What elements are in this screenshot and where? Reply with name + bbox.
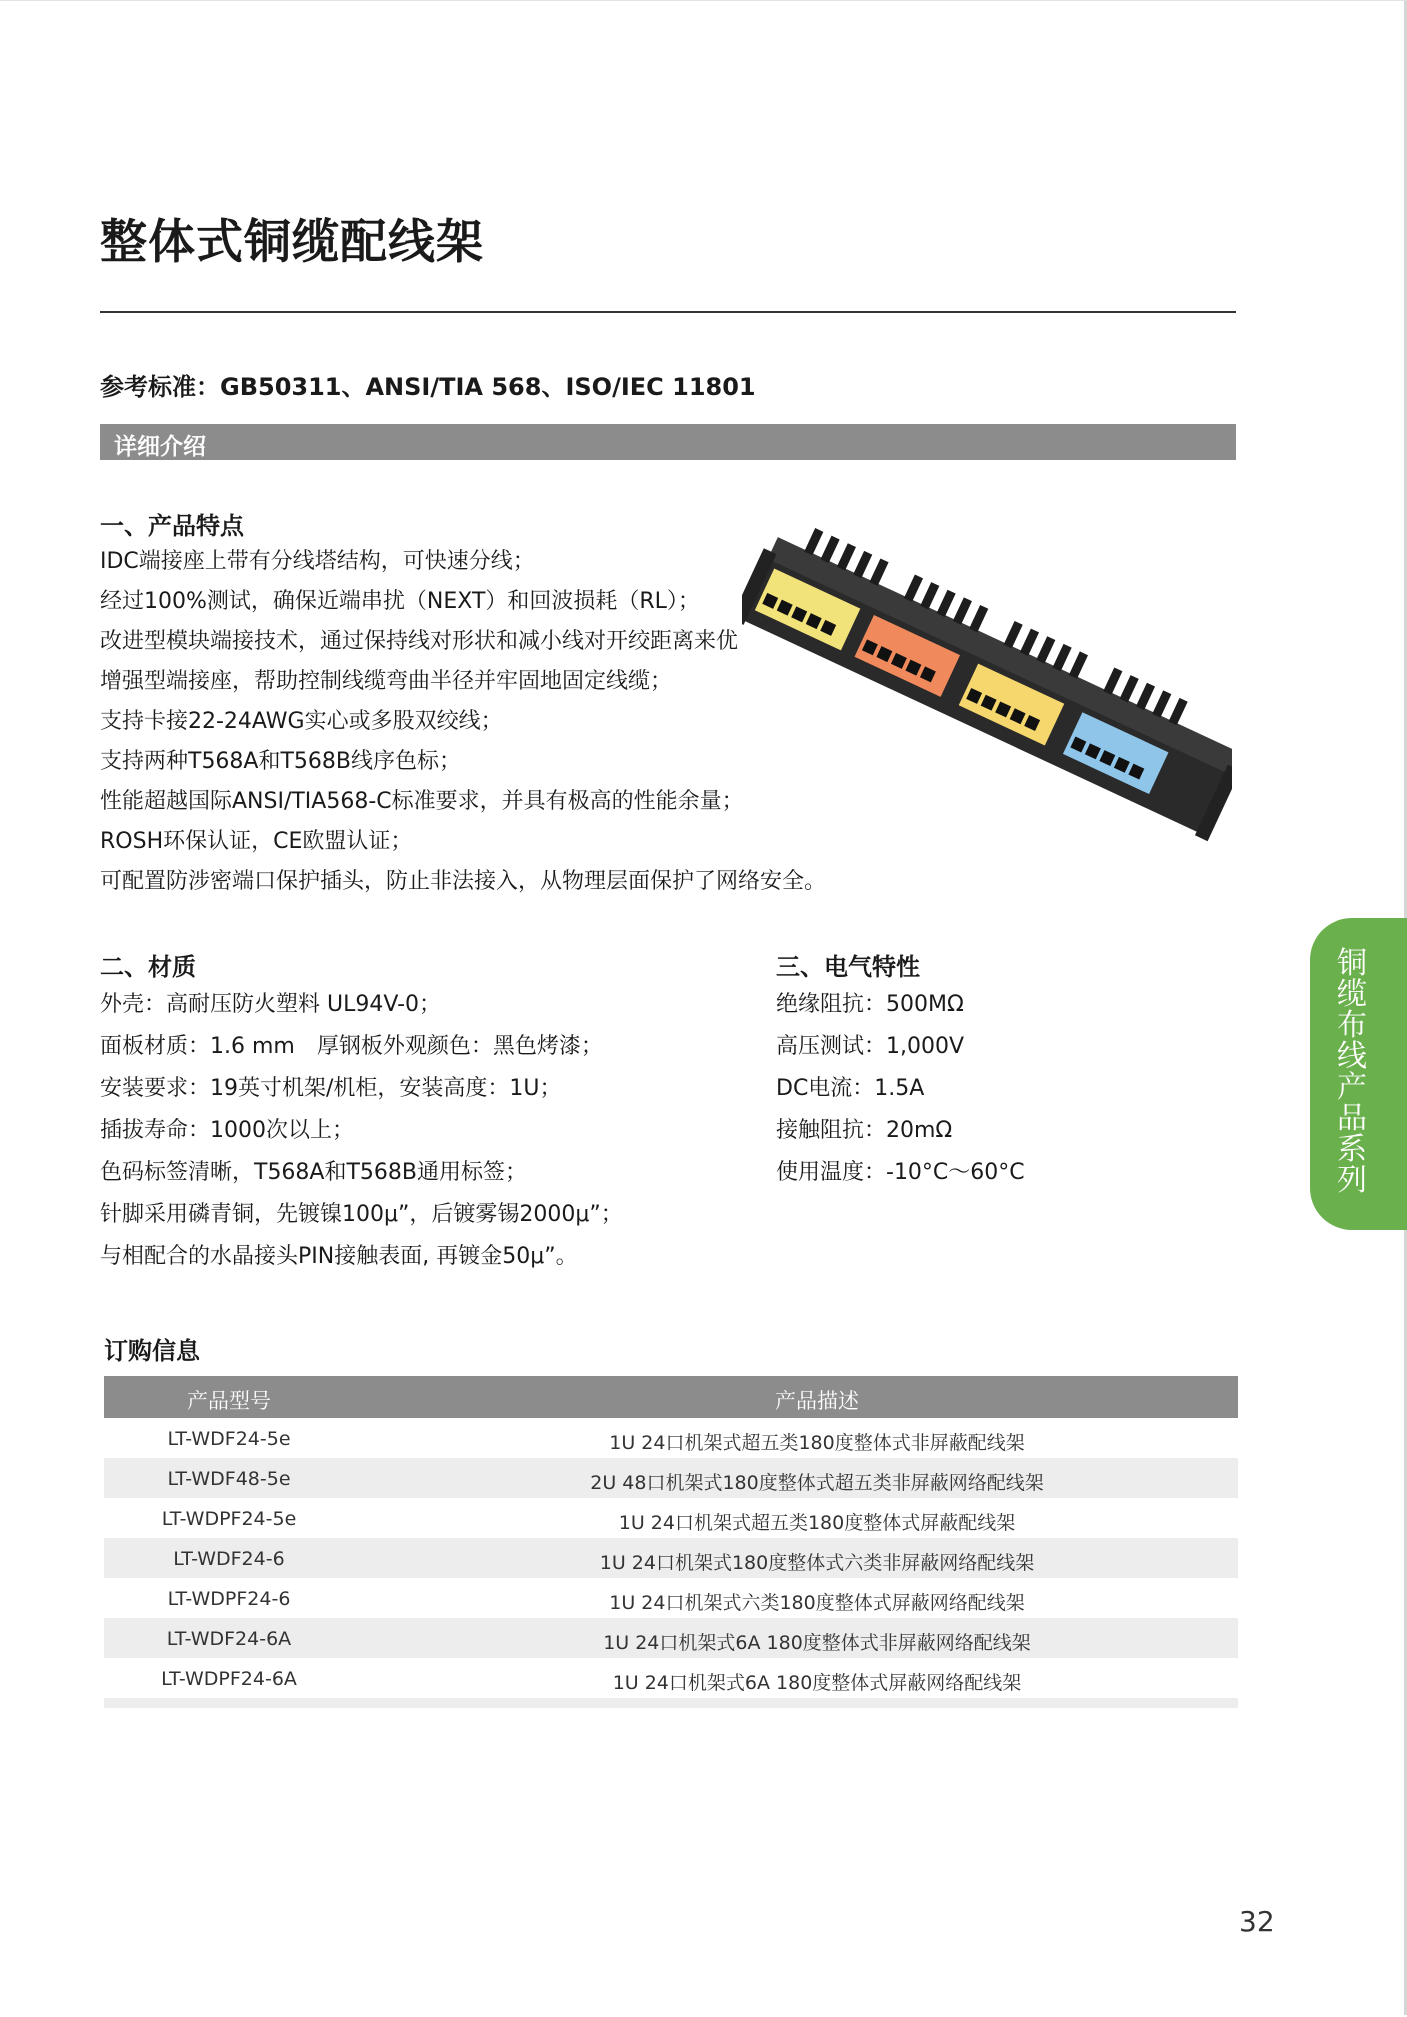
table-row — [104, 1618, 1238, 1658]
section-label: 详细介绍 — [114, 434, 206, 460]
table-row — [104, 1418, 1238, 1458]
feature-item: 支持两种T568A和T568B线序色标； — [100, 749, 462, 774]
cell-model: LT-WDF48-5e — [167, 1468, 291, 1490]
material-heading: 二、材质 — [100, 953, 196, 981]
feature-item: 增强型端接座，帮助控制线缆弯曲半径并牢固地固定线缆； — [100, 669, 673, 694]
electrical-heading: 三、电气特性 — [776, 953, 920, 981]
features-heading: 一、产品特点 — [100, 512, 244, 540]
header-model: 产品型号 — [187, 1389, 271, 1413]
cell-description: 1U 24口机架式180度整体式六类非屏蔽网络配线架 — [599, 1552, 1035, 1574]
feature-item: 支持卡接22-24AWG实心或多股双绞线； — [100, 709, 503, 734]
feature-item: ROSH环保认证，CE欧盟认证； — [100, 829, 413, 854]
cell-model: LT-WDF24-5e — [167, 1428, 291, 1450]
material-section — [100, 953, 623, 1278]
reference-standard: 参考标准：GB50311、ANSI/TIA 568、ISO/IEC 11801 — [100, 373, 756, 401]
page-number: 32 — [1239, 1905, 1275, 1938]
material-item: 外壳：高耐压防火塑料 UL94V-0； — [100, 992, 442, 1017]
category-side-tab — [1310, 918, 1407, 1230]
material-item: 安装要求：19英寸机架/机柜，安装高度：1U； — [100, 1076, 562, 1101]
material-item: 针脚采用磷青铜，先镀镍100μ”，后镀雾锡2000μ”； — [100, 1202, 623, 1227]
electrical-item: 使用温度：-10°C～60°C — [776, 1160, 1025, 1185]
cell-model: LT-WDF24-6 — [173, 1548, 285, 1570]
feature-item: 性能超越国际ANSI/TIA568-C标准要求，并具有极高的性能余量； — [100, 789, 744, 814]
cell-model: LT-WDF24-6A — [166, 1628, 292, 1650]
section-bar — [100, 424, 1236, 460]
feature-item: 改进型模块端接技术，通过保持线对形状和减小线对开绞距离来优 — [100, 629, 739, 654]
cell-model: LT-WDPF24-5e — [161, 1508, 297, 1530]
header-description: 产品描述 — [775, 1389, 859, 1413]
feature-item: 经过100%测试，确保近端串扰（NEXT）和回波损耗（RL）； — [100, 589, 700, 614]
material-item: 插拔寿命：1000次以上； — [100, 1118, 354, 1143]
order-table — [104, 1376, 1238, 1708]
feature-item: 可配置防涉密端口保护插头，防止非法接入，从物理层面保护了网络安全。 — [100, 869, 827, 894]
page-title: 整体式铜缆配线架 — [100, 215, 484, 270]
electrical-item: 接触阻抗：20mΩ — [776, 1118, 953, 1143]
cell-description: 1U 24口机架式超五类180度整体式屏蔽配线架 — [618, 1512, 1016, 1534]
cell-model: LT-WDPF24-6A — [161, 1668, 297, 1690]
table-footer-band — [104, 1698, 1238, 1708]
table-row — [104, 1538, 1238, 1578]
cell-description: 1U 24口机架式6A 180度整体式非屏蔽网络配线架 — [603, 1632, 1031, 1654]
electrical-item: 绝缘阻抗：500MΩ — [776, 992, 964, 1017]
patch-panel-image — [742, 520, 1232, 865]
title-divider — [100, 311, 1236, 313]
table-header — [104, 1376, 1238, 1418]
table-row — [104, 1658, 1238, 1698]
order-info-title: 订购信息 — [104, 1337, 200, 1365]
cell-description: 1U 24口机架式超五类180度整体式非屏蔽配线架 — [609, 1432, 1025, 1454]
feature-item: IDC端接座上带有分线塔结构，可快速分线； — [100, 549, 535, 574]
material-item: 面板材质：1.6 mm 厚钢板外观颜色：黑色烤漆； — [100, 1034, 603, 1059]
table-row — [104, 1498, 1238, 1538]
cell-description: 2U 48口机架式180度整体式超五类非屏蔽网络配线架 — [590, 1472, 1044, 1494]
material-item: 与相配合的水晶接头PIN接触表面, 再镀金50μ”。 — [100, 1244, 578, 1269]
electrical-section — [776, 953, 1025, 1194]
table-row — [104, 1578, 1238, 1618]
electrical-item: DC电流：1.5A — [776, 1076, 925, 1101]
electrical-item: 高压测试：1,000V — [776, 1034, 965, 1059]
side-tab-label: 铜缆布线产品系列 — [1337, 946, 1367, 1198]
cell-description: 1U 24口机架式6A 180度整体式屏蔽网络配线架 — [612, 1672, 1022, 1694]
table-row — [104, 1458, 1238, 1498]
material-item: 色码标签清晰，T568A和T568B通用标签； — [100, 1160, 528, 1185]
features-section — [100, 512, 827, 902]
cell-description: 1U 24口机架式六类180度整体式屏蔽网络配线架 — [609, 1592, 1025, 1614]
cell-model: LT-WDPF24-6 — [167, 1588, 291, 1610]
